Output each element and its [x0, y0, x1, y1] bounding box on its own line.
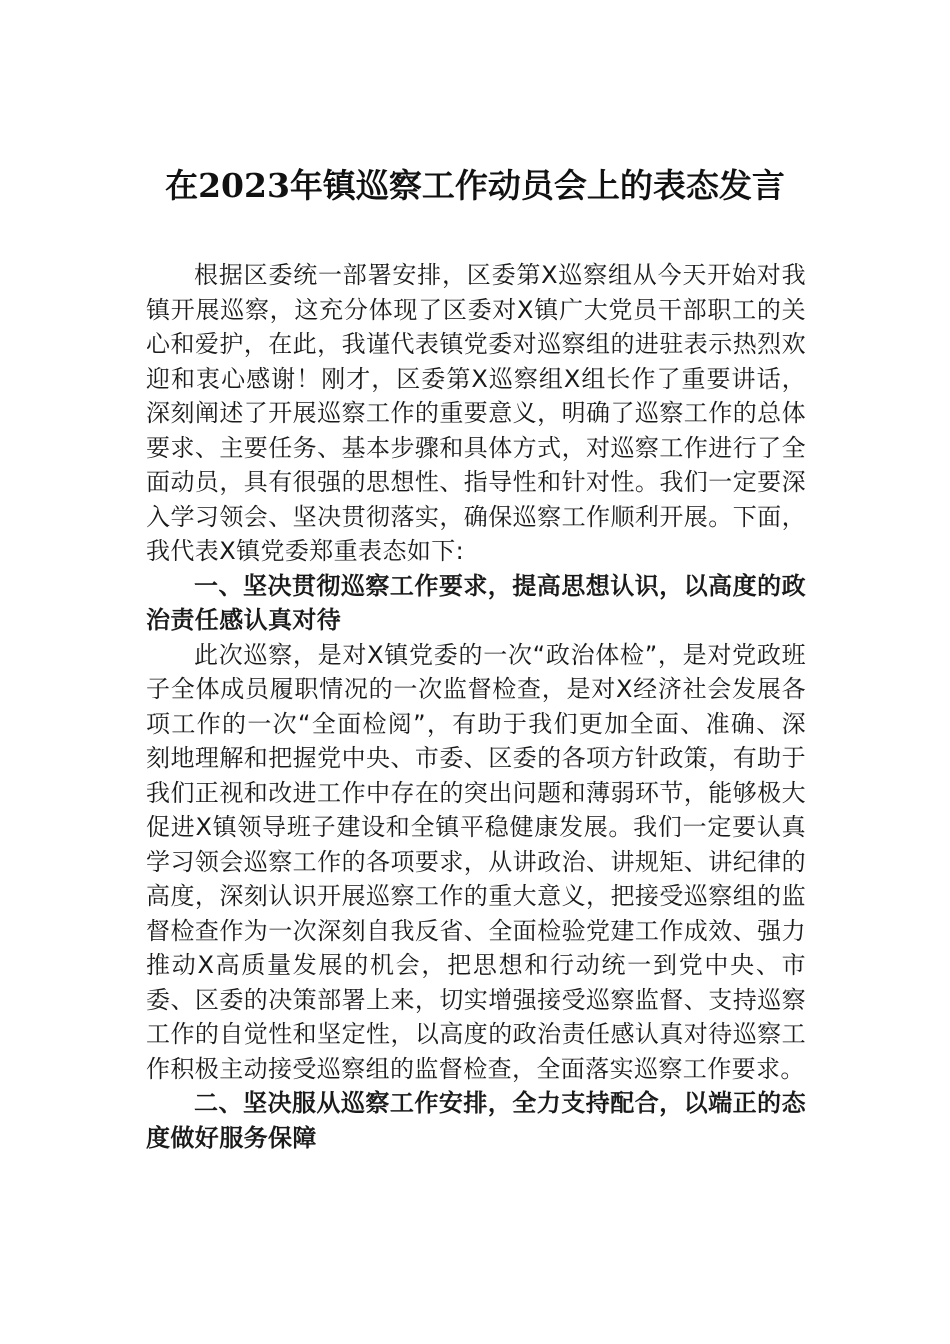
section-heading-2: 二、坚决服从巡察工作安排，全力支持配合，以端正的态度做好服务保障 [146, 1089, 806, 1152]
section-1-paragraph: 此次巡察，是对X镇党委的一次“政治体检”，是对党政班子全体成员履职情况的一次监督检查，是对X经济社会发展各项工作的一次“全面检阅”，有助于我们更加全面、准确、深刻地理解和把握党中央、市委、区委的各项方针政策，有助于我们正视和改进工作中存在的突出问题和薄弱环节，能够极大促进X镇领导班子建设和全镇平稳健康发展。我们一定要认真学习领会巡察工作的各项要求，从讲政治、讲规矩、讲纪律的高度，深刻认识开展巡察工作的重大意义，把接受巡察组的监督检查作为一次深刻自我反省、全面检验党建工作成效、强力推动X高质量发展的机会，把思想和行动统一到党中央、市委、区委的决策部署上来，切实增强接受巡察监督、支持巡察工作的自觉性和坚定性，以高度的政治责任感认真对待巡察工作积极主动接受巡察组的监督检查，全面落实巡察工作要求。 [146, 640, 806, 1083]
intro-paragraph: 根据区委统一部署安排，区委第X巡察组从今天开始对我镇开展巡察，这充分体现了区委对X镇广大党员干部职工的关心和爱护，在此，我谨代表镇党委对巡察组的进驻表示热烈欢迎和衷心感谢！刚才，区委第X巡察组X组长作了重要讲话，深刻阐述了开展巡察工作的重要意义，明确了巡察工作的总体要求、主要任务、基本步骤和具体方式，对巡察工作进行了全面动员，具有很强的思想性、指导性和针对性。我们一定要深入学习领会、坚决贯彻落实，确保巡察工作顺利开展。下面，我代表X镇党委郑重表态如下: [146, 261, 806, 565]
document-body [146, 258, 806, 1155]
section-heading-1: 一、坚决贯彻巡察工作要求，提高思想认识，以高度的政治责任感认真对待 [146, 571, 806, 634]
document-title: 在2023年镇巡察工作动员会上的表态发言 [165, 166, 785, 205]
